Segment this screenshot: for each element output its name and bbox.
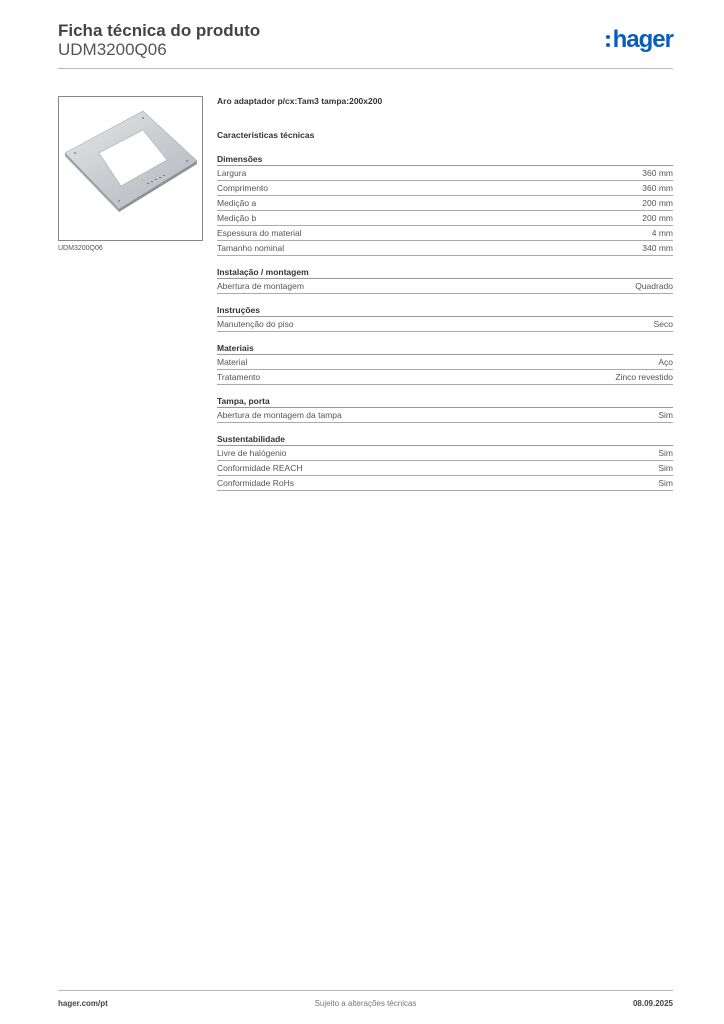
- spec-value: 360 mm: [642, 168, 673, 178]
- document-title: Ficha técnica do produto: [58, 21, 261, 40]
- footer-website: hager.com/pt: [58, 999, 108, 1008]
- spec-label: Material: [217, 357, 248, 367]
- spec-row: [217, 181, 673, 196]
- spec-value: Aço: [658, 357, 673, 367]
- spec-value: Sim: [658, 410, 673, 420]
- hager-logo: [606, 26, 673, 54]
- spec-label: Comprimento: [217, 183, 269, 193]
- spec-label: Conformidade REACH: [217, 463, 303, 473]
- footer-disclaimer: Sujeito a alterações técnicas: [314, 999, 417, 1008]
- spec-value: Sim: [658, 463, 673, 473]
- spec-row: [217, 279, 673, 294]
- logo-dots-icon: [606, 26, 611, 50]
- spec-heading: Características técnicas: [217, 130, 315, 140]
- spec-row: [217, 476, 673, 491]
- spec-content: [217, 95, 673, 491]
- spec-row: [217, 461, 673, 476]
- spec-value: Quadrado: [635, 281, 673, 291]
- spec-label: Medição b: [217, 213, 257, 223]
- spec-value: Sim: [658, 478, 673, 488]
- spec-section: [217, 394, 673, 423]
- spec-section: [217, 432, 673, 491]
- spec-section: [217, 152, 673, 256]
- spec-value: Zinco revestido: [615, 372, 673, 382]
- image-caption: UDM3200Q06: [58, 245, 103, 252]
- section-title: Dimensões: [217, 152, 673, 166]
- section-title: Sustentabilidade: [217, 432, 673, 446]
- spec-label: Manutenção do piso: [217, 319, 294, 329]
- spec-value: 340 mm: [642, 243, 673, 253]
- spec-row: [217, 370, 673, 385]
- spec-label: Abertura de montagem: [217, 281, 304, 291]
- spec-section: [217, 341, 673, 385]
- spec-row: [217, 196, 673, 211]
- section-title: Materiais: [217, 341, 673, 355]
- spec-section: [217, 265, 673, 294]
- spec-label: Abertura de montagem da tampa: [217, 410, 342, 420]
- spec-label: Livre de halógenio: [217, 448, 287, 458]
- spec-value: Seco: [653, 319, 673, 329]
- page-footer: [58, 990, 673, 1014]
- spec-row: [217, 317, 673, 332]
- spec-value: 200 mm: [642, 198, 673, 208]
- spec-row: [217, 241, 673, 256]
- spec-row: [217, 211, 673, 226]
- spec-sections: [217, 152, 673, 491]
- footer-date: 08.09.2025: [632, 999, 673, 1008]
- spec-value: Sim: [658, 448, 673, 458]
- spec-label: Conformidade RoHs: [217, 478, 295, 488]
- section-title: Instalação / montagem: [217, 265, 673, 279]
- spec-label: Tamanho nominal: [217, 243, 285, 253]
- spec-row: [217, 446, 673, 461]
- page-header: [58, 20, 673, 69]
- spec-row: [217, 408, 673, 423]
- spec-label: Largura: [217, 168, 247, 178]
- adapter-frame-image: [59, 97, 202, 240]
- spec-row: [217, 166, 673, 181]
- spec-section: [217, 303, 673, 332]
- spec-label: Tratamento: [217, 372, 261, 382]
- section-title: Tampa, porta: [217, 394, 673, 408]
- product-image: [58, 96, 203, 241]
- section-title: Instruções: [217, 303, 673, 317]
- spec-value: 200 mm: [642, 213, 673, 223]
- product-description: Aro adaptador p/cx:Tam3 tampa:200x200: [217, 96, 383, 106]
- spec-label: Espessura do material: [217, 228, 302, 238]
- logo-text: hager: [612, 26, 673, 53]
- spec-value: 4 mm: [651, 228, 673, 238]
- spec-label: Medição a: [217, 198, 257, 208]
- spec-row: [217, 355, 673, 370]
- spec-row: [217, 226, 673, 241]
- product-code: UDM3200Q06: [58, 40, 167, 59]
- spec-value: 360 mm: [642, 183, 673, 193]
